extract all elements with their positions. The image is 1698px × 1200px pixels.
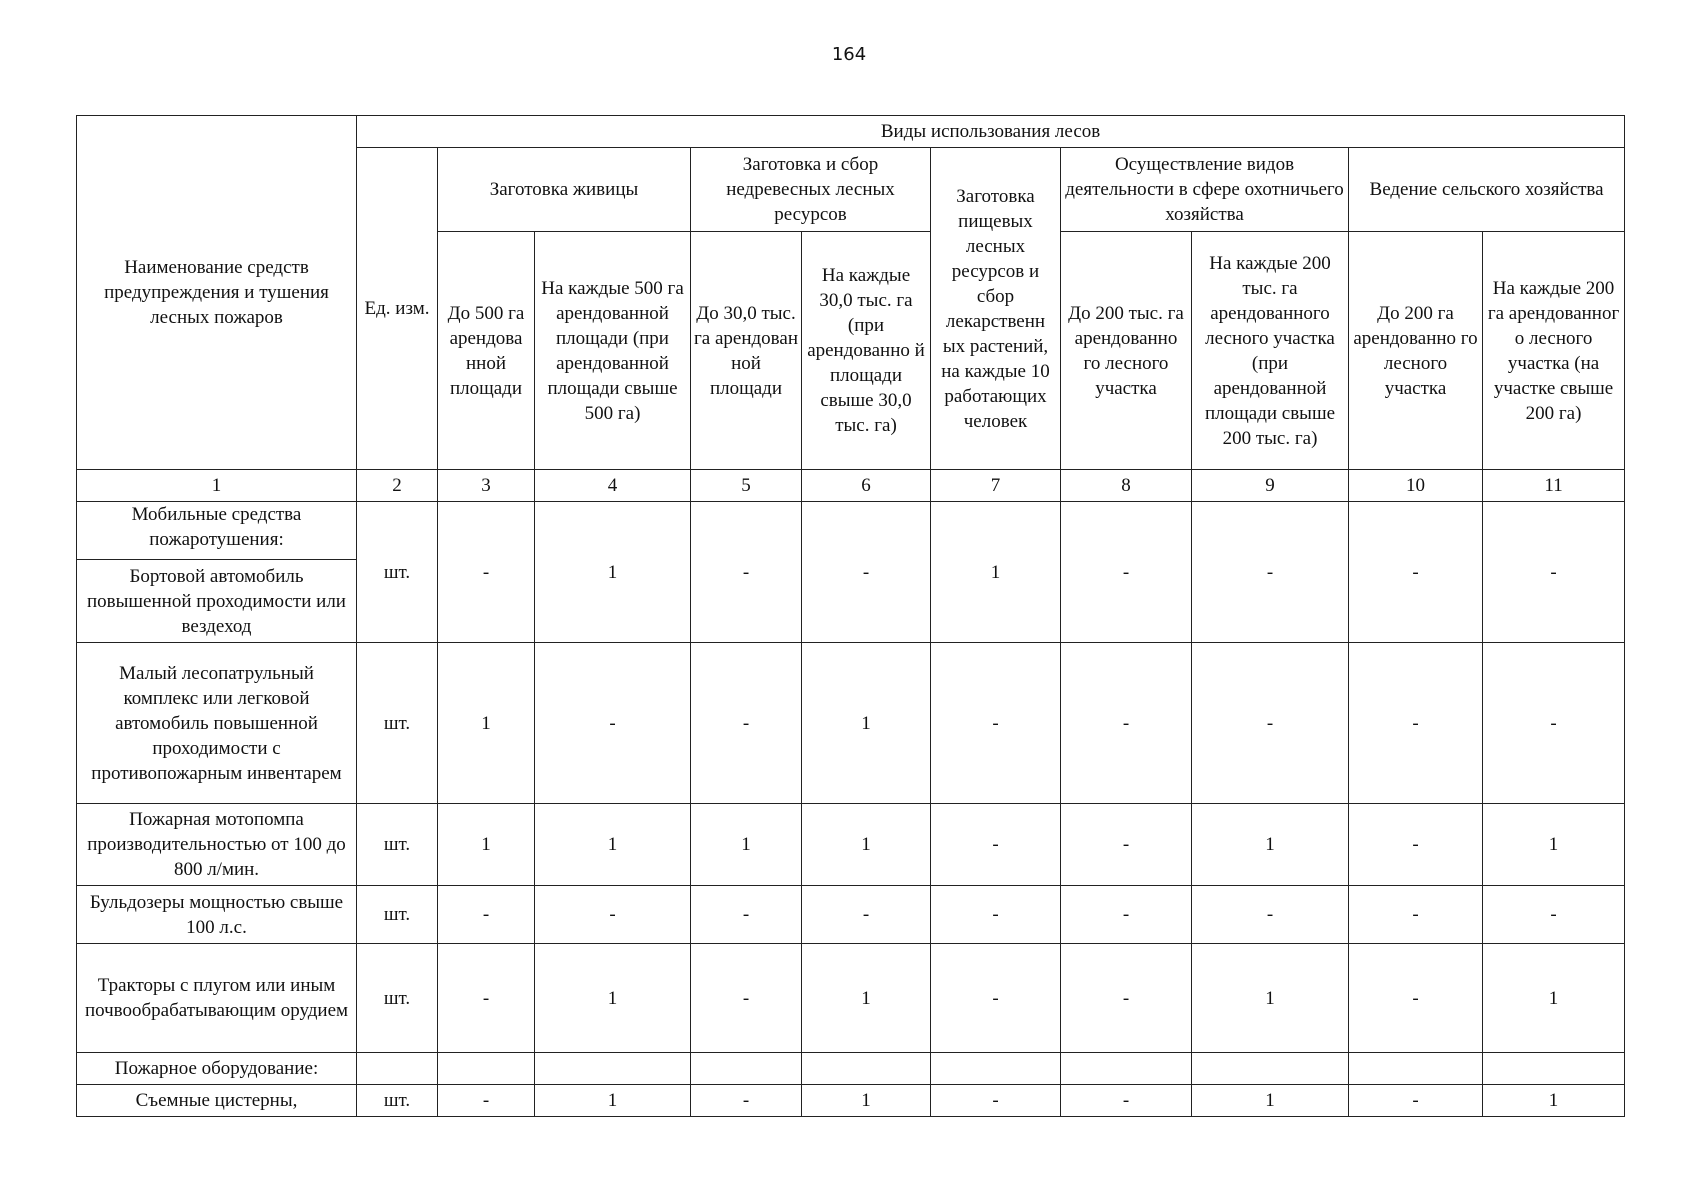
- header-group-hunting: Осуществление видов деятельности в сфере охотничьего хозяйства: [1061, 148, 1349, 232]
- unit-cell: шт.: [357, 502, 438, 643]
- value-cell: -: [1061, 804, 1192, 886]
- header-col-9: На каждые 200 тыс. га арендованного лесного участка (при арендованной площади свыше 200 тыс. га): [1192, 232, 1349, 470]
- header-group-nonwood: Заготовка и сбор недревесных лесных ресурсов: [691, 148, 931, 232]
- value-cell: -: [1192, 643, 1349, 804]
- value-cell: -: [691, 643, 802, 804]
- column-index: 3: [438, 470, 535, 502]
- table-row: [77, 886, 1625, 944]
- header-col-3: До 500 га арендова нной площади: [438, 232, 535, 470]
- value-cell: -: [1192, 886, 1349, 944]
- item-name: Пожарная мотопомпа производительностью от 100 до 800 л/мин.: [77, 804, 357, 886]
- unit-cell: шт.: [357, 1085, 438, 1117]
- value-cell: 1: [802, 1085, 931, 1117]
- header-group-agri: Ведение сельского хозяйства: [1349, 148, 1625, 232]
- page-number: 164: [831, 44, 867, 65]
- section-row-mobile: [77, 502, 1625, 560]
- value-cell: 1: [1483, 1085, 1625, 1117]
- value-cell: -: [691, 1085, 802, 1117]
- section-label: Пожарное оборудование:: [77, 1053, 357, 1085]
- value-cell: -: [1349, 804, 1483, 886]
- value-cell: -: [438, 886, 535, 944]
- value-cell: 1: [1483, 804, 1625, 886]
- column-index: 9: [1192, 470, 1349, 502]
- value-cell: -: [438, 1085, 535, 1117]
- table-row: [77, 1085, 1625, 1117]
- value-cell: -: [931, 643, 1061, 804]
- header-group-resin: Заготовка живицы: [438, 148, 691, 232]
- value-cell: 1: [1483, 944, 1625, 1053]
- value-cell: -: [1349, 886, 1483, 944]
- header-col-11: На каждые 200 га арендованног о лесного участка (на участке свыше 200 га): [1483, 232, 1625, 470]
- value-cell: -: [1349, 1085, 1483, 1117]
- value-cell: -: [802, 502, 931, 643]
- value-cell: -: [1349, 944, 1483, 1053]
- value-cell: 1: [535, 804, 691, 886]
- value-cell: -: [1483, 502, 1625, 643]
- header-usage-types: Виды использования лесов: [357, 116, 1625, 148]
- item-name: Съемные цистерны,: [77, 1085, 357, 1117]
- column-index: 1: [77, 470, 357, 502]
- value-cell: -: [1061, 886, 1192, 944]
- value-cell: -: [438, 944, 535, 1053]
- section-label: Мобильные средства пожаротушения:: [77, 502, 357, 560]
- header-col-6: На каждые 30,0 тыс. га (при арендованно й площади свыше 30,0 тыс. га): [802, 232, 931, 470]
- value-cell: 1: [1192, 804, 1349, 886]
- value-cell: -: [438, 502, 535, 643]
- value-cell: 1: [802, 804, 931, 886]
- header-name-col: Наименование средств предупреждения и тушения лесных пожаров: [77, 116, 357, 470]
- value-cell: -: [931, 944, 1061, 1053]
- column-index: 11: [1483, 470, 1625, 502]
- column-index: 5: [691, 470, 802, 502]
- value-cell: -: [1061, 643, 1192, 804]
- table-row: [77, 643, 1625, 804]
- header-group-food: Заготовка пищевых лесных ресурсов и сбор лекарственн ых растений, на каждые 10 работающих человек: [931, 148, 1061, 470]
- item-name: Бульдозеры мощностью свыше 100 л.с.: [77, 886, 357, 944]
- value-cell: 1: [1192, 1085, 1349, 1117]
- value-cell: -: [1483, 886, 1625, 944]
- item-name: Тракторы с плугом или иным почвообрабатывающим орудием: [77, 944, 357, 1053]
- header-row-1: [77, 116, 1625, 148]
- section-row-equipment: [77, 1053, 1625, 1085]
- value-cell: -: [931, 886, 1061, 944]
- header-unit-col: Ед. изм.: [357, 148, 438, 470]
- value-cell: -: [535, 643, 691, 804]
- column-index: 8: [1061, 470, 1192, 502]
- value-cell: 1: [802, 944, 931, 1053]
- column-index: 7: [931, 470, 1061, 502]
- value-cell: 1: [438, 804, 535, 886]
- value-cell: 1: [1192, 944, 1349, 1053]
- column-index: 6: [802, 470, 931, 502]
- value-cell: 1: [691, 804, 802, 886]
- column-index: 10: [1349, 470, 1483, 502]
- table-row: [77, 804, 1625, 886]
- value-cell: -: [1061, 944, 1192, 1053]
- value-cell: 1: [438, 643, 535, 804]
- value-cell: -: [802, 886, 931, 944]
- value-cell: 1: [535, 1085, 691, 1117]
- unit-cell: шт.: [357, 804, 438, 886]
- value-cell: 1: [535, 944, 691, 1053]
- value-cell: -: [691, 944, 802, 1053]
- value-cell: -: [1349, 643, 1483, 804]
- unit-cell: шт.: [357, 643, 438, 804]
- header-col-5: До 30,0 тыс. га арендован ной площади: [691, 232, 802, 470]
- header-col-8: До 200 тыс. га арендованно го лесного участка: [1061, 232, 1192, 470]
- unit-cell: шт.: [357, 886, 438, 944]
- value-cell: 1: [802, 643, 931, 804]
- fire-equipment-table: [76, 115, 1625, 1117]
- item-name: Бортовой автомобиль повышенной проходимости или вездеход: [77, 560, 357, 643]
- column-index: 4: [535, 470, 691, 502]
- value-cell: -: [1349, 502, 1483, 643]
- value-cell: -: [1061, 1085, 1192, 1117]
- header-col-10: До 200 га арендованно го лесного участка: [1349, 232, 1483, 470]
- value-cell: -: [931, 1085, 1061, 1117]
- value-cell: 1: [535, 502, 691, 643]
- value-cell: -: [931, 804, 1061, 886]
- header-col-4: На каждые 500 га арендованной площади (при арендованной площади свыше 500 га): [535, 232, 691, 470]
- value-cell: -: [1483, 643, 1625, 804]
- table-row: [77, 944, 1625, 1053]
- value-cell: -: [535, 886, 691, 944]
- value-cell: 1: [931, 502, 1061, 643]
- item-name: Малый лесопатрульный комплекс или легковой автомобиль повышенной проходимости с противопожарным инвентарем: [77, 643, 357, 804]
- value-cell: -: [1192, 502, 1349, 643]
- column-index-row: [77, 470, 1625, 502]
- value-cell: -: [691, 886, 802, 944]
- value-cell: -: [1061, 502, 1192, 643]
- column-index: 2: [357, 470, 438, 502]
- unit-cell: шт.: [357, 944, 438, 1053]
- value-cell: -: [691, 502, 802, 643]
